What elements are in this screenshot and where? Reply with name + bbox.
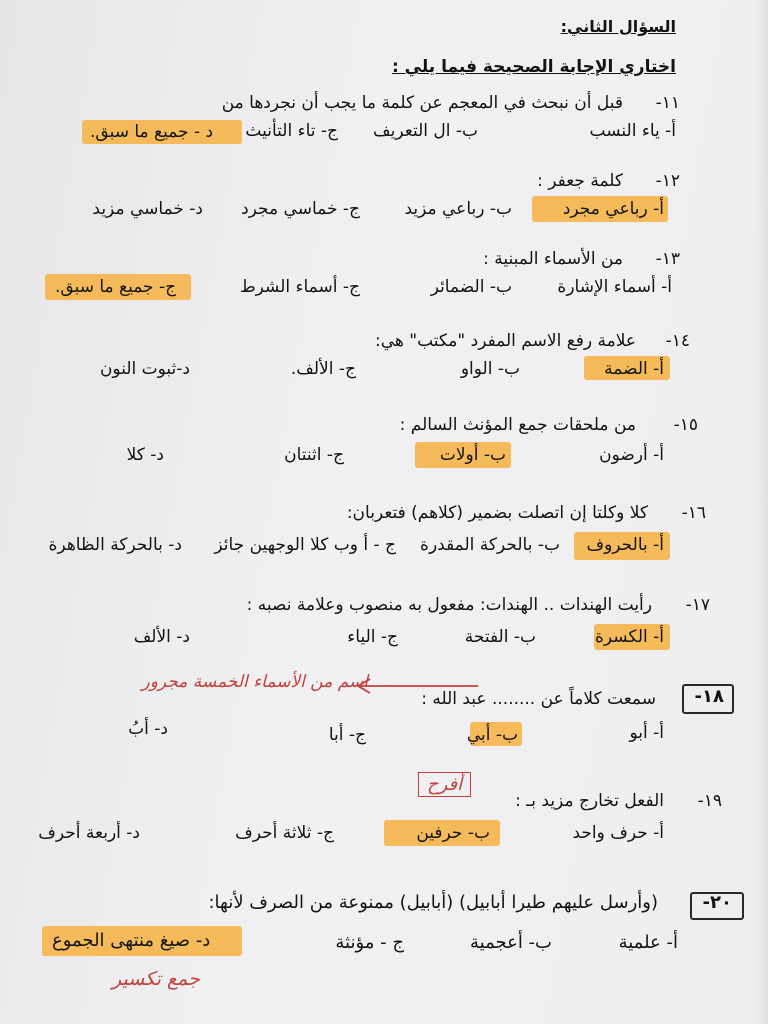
question-number: ١٣- [655,249,680,269]
handwritten-note-q20: جمع تكسير [112,968,200,990]
question-number: ١٦- [681,503,706,523]
option-c: ج- اثنتان [284,445,344,465]
option-b: ب- رباعي مزيد [404,199,512,219]
section-title: السؤال الثاني: [560,17,676,36]
option-a: أ- حرف واحد [572,823,664,843]
option-c: ج- الياء [347,627,398,647]
question-stem: الفعل تخارج مزيد بـ : [515,791,664,811]
option-d: د- خماسي مزيد [92,199,203,219]
option-d: د- أبُ [128,719,168,739]
question-stem: قبل أن نبحث في المعجم عن كلمة ما يجب أن نجردها من [221,93,623,113]
question-number: ١٤- [665,331,690,351]
option-d: د- الألف [133,627,190,647]
option-b: ب- ال التعريف [373,121,478,141]
question-stem: كلا وكلتا إن اتصلت بضمير (كلاهم) فتعربان: [346,503,648,523]
question-stem: (وأرسل عليهم طيرا أبابيل) (أبابيل) ممنوعة من الصرف لأنها: [208,892,658,913]
option-d: د- بالحركة الظاهرة [48,535,182,555]
handwritten-note-q19: أفرح [418,772,471,797]
option-d: د - جميع ما سبق. [90,122,214,142]
option-a: أ- أبو [629,723,664,743]
option-c: ج- الألف. [290,359,356,379]
option-a: أ- علمية [618,932,678,953]
option-d: د-ثبوت النون [99,359,190,379]
question-stem: كلمة جعفر : [537,171,623,191]
question-stem: رأيت الهندات .. الهندات: مفعول به منصوب وعلامة نصبه : [246,595,652,615]
question-number: ١٢- [655,171,680,191]
option-c: ج - أ وب كلا الوجهين جائز [214,535,396,555]
option-b: ب- أولات [439,445,506,465]
option-c: ج- خماسي مجرد [241,199,360,219]
question-stem: من الأسماء المبنية : [483,249,623,269]
option-b: ب- أعجمية [469,932,552,953]
option-b: ب- حرفين [416,823,490,843]
option-a: أ- بالحروف [586,535,664,555]
option-a: أ- الضمة [604,359,664,379]
option-a: أ- الكسرة [594,627,664,647]
question-number: ١١- [655,93,680,113]
option-b: ب- أبي [466,725,518,745]
option-c: ج- أبا [328,725,366,745]
question-stem: علامة رفع الاسم المفرد "مكتب" هي: [375,331,636,351]
option-c: ج- أسماء الشرط [239,277,360,297]
option-a: أ- ياء النسب [589,121,676,141]
instructions: اختاري الإجابة الصحيحة فيما يلي : [391,57,676,77]
option-c: ج- ثلاثة أحرف [235,823,334,843]
paper-edge-shadow [754,0,768,1024]
option-d: د- أربعة أحرف [38,823,140,843]
option-c: ج - مؤنثة [335,932,404,953]
option-d: د- كلا [126,445,164,465]
question-number: ١٧- [685,595,710,615]
option-a: أ- أرضون [599,445,664,465]
question-number: ١٨- [694,686,724,707]
option-b: ب- الفتحة [464,627,536,647]
option-d: د- صيغ منتهى الجموع [52,930,211,951]
question-stem: من ملحقات جمع المؤنث السالم : [399,415,636,435]
option-a: أ- رباعي مجرد [562,199,664,219]
question-number: ١٥- [673,415,698,435]
option-c: ج- تاء التأنيث [245,121,338,141]
option-b: ب- الواو [460,359,520,379]
question-number: ٢٠- [702,892,732,913]
handwritten-note-q18: اسم من الأسماء الخمسة مجرور [141,672,368,692]
option-b: ب- بالحركة المقدرة [420,535,560,555]
question-stem: سمعت كلاماً عن ........ عبد الله : [421,689,656,709]
question-number: ١٩- [697,791,722,811]
option-a: أ- أسماء الإشارة [557,277,672,297]
option-b: ب- الضمائر [430,277,512,297]
option-d: ج- جميع ما سبق. [55,277,177,297]
